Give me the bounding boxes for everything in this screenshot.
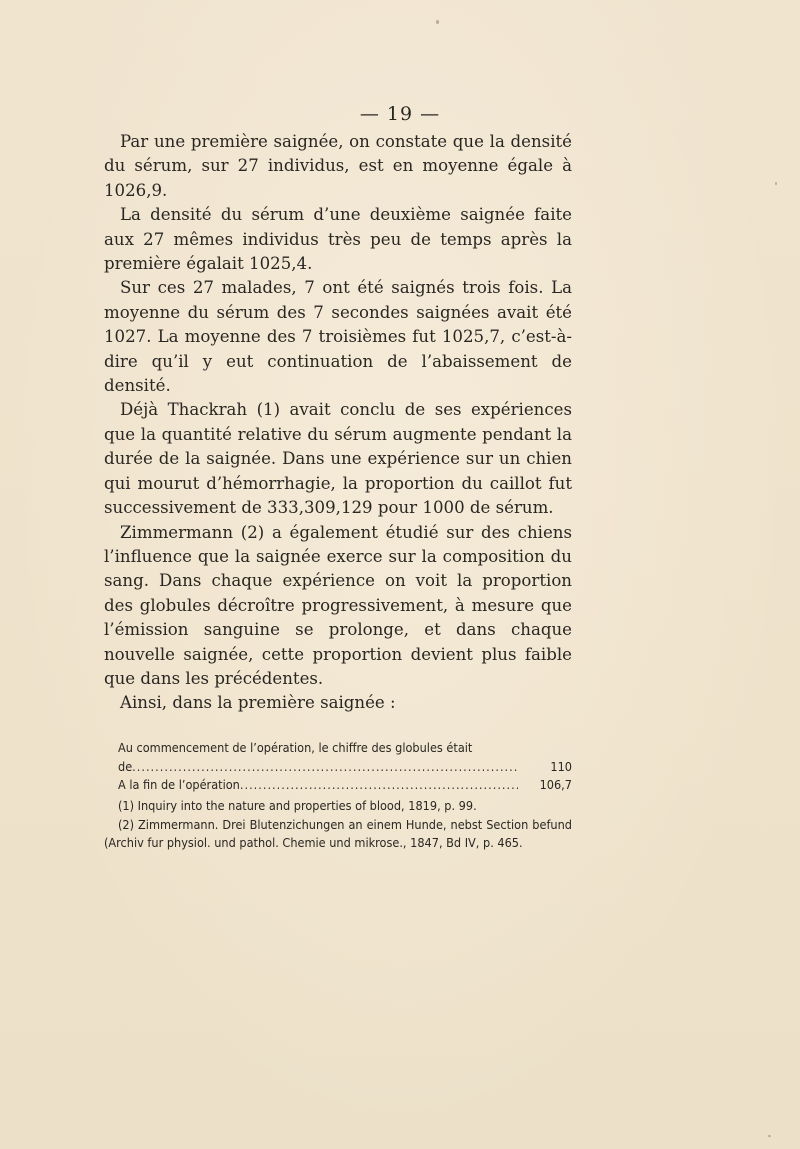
table-heading: Au commencement de l’opération, le chiffre des globules était	[118, 740, 473, 755]
footnote: (1) Inquiry into the nature and properties of blood, 1819, p. 99.	[118, 798, 477, 813]
page-number: — 19 —	[359, 103, 441, 125]
paragraph: Zimmermann (2) a également étudié sur des chiens l’influence que la saignée exerce sur la composition du sang. Dans chaque expérience on voit la proportion des globules décroître progressivement, à mesure que l’émission sanguine se prolonge, et dans chaque nouvelle saignée, cette proportion devient plus faible que dans les précédentes.	[104, 522, 572, 688]
row-label: A la fin de l’opération	[118, 777, 240, 792]
paper-speck	[775, 182, 777, 185]
paragraph: La densité du sérum d’une deuxième saignée faite aux 27 mêmes individus très peu de temps après la première égalait 1025,4.	[104, 205, 572, 274]
table-row	[104, 776, 572, 795]
row-value: 110	[550, 758, 572, 774]
paragraph: Ainsi, dans la première saignée :	[120, 693, 396, 713]
row-label: de	[118, 758, 133, 774]
leader-dots	[132, 758, 518, 777]
footnote: (2) Zimmermann. Drei Blutenzichungen an einem Hunde, nebst Section befund (Archiv fur physiol. und pathol. Chemie und mikrose., 1847, Bd IV, p. 465.	[104, 816, 572, 850]
body-text	[104, 130, 572, 716]
row-value: 106,7	[539, 777, 572, 792]
paragraph: Déjà Thackrah (1) avait conclu de ses expériences que la quantité relative du sérum augmente pendant la durée de la saignée. Dans une expérience sur un chien qui mourut d’hémorrhagie, la proportion du caillot fut successivement de 333,309,129 pour 1000 de sérum.	[104, 400, 572, 518]
paragraph: Par une première saignée, on constate que la densité du sérum, sur 27 individus, est en moyenne égale à 1026,9.	[104, 132, 572, 200]
footnotes	[104, 797, 572, 853]
paragraph: Sur ces 27 malades, 7 ont été saignés trois fois. La moyenne du sérum des 7 secondes saignées avait été 1027. La moyenne des 7 troisièmes fut 1025,7, c’est-à-dire qu’il y eut continuation de l’abaissement de densité.	[104, 278, 572, 396]
leader-dots	[240, 776, 518, 795]
globule-table	[104, 739, 572, 795]
paper-speck	[436, 20, 439, 24]
paper-speck	[768, 1135, 771, 1137]
table-row	[104, 758, 572, 777]
